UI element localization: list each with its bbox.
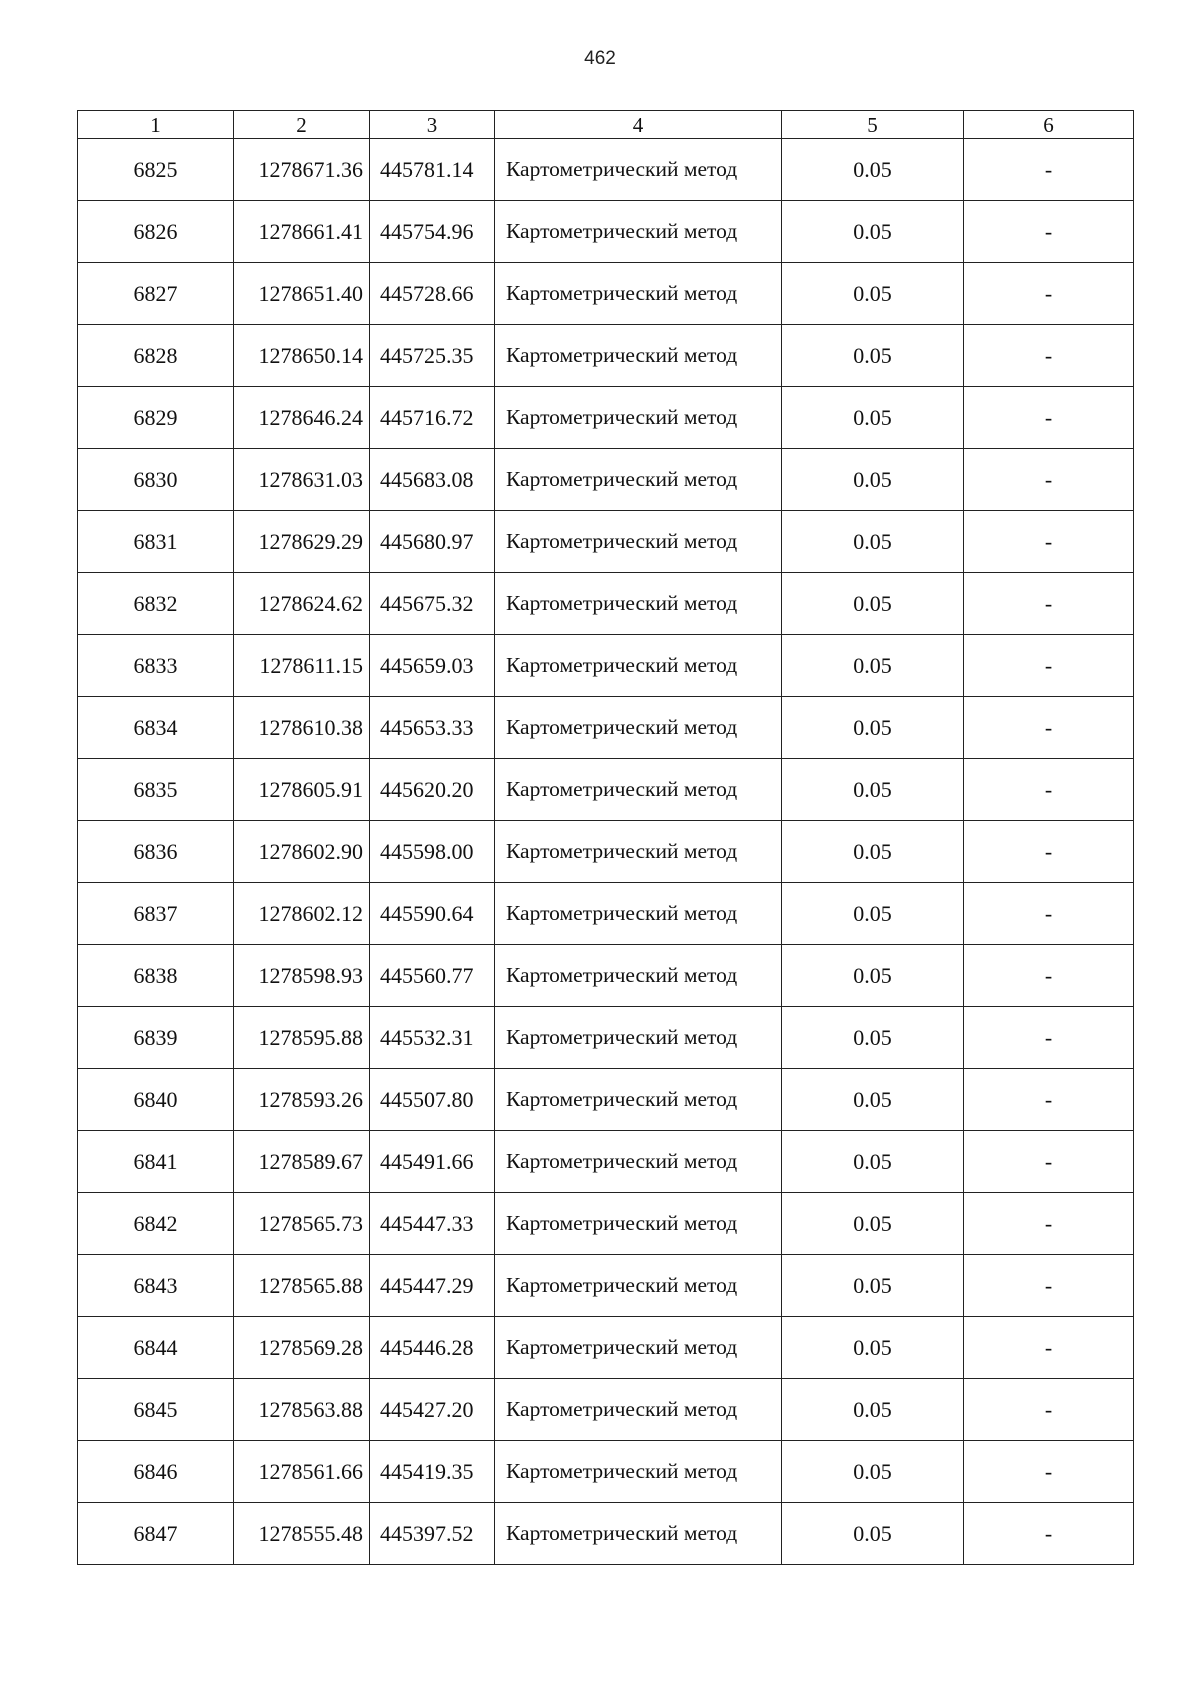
accuracy-cell: 0.05 (782, 697, 964, 759)
method-cell: Картометрический метод (495, 263, 782, 325)
accuracy-cell: 0.05 (782, 263, 964, 325)
table-row (78, 821, 1134, 883)
method-cell: Картометрический метод (495, 759, 782, 821)
y-coordinate-cell: 445532.31 (370, 1007, 495, 1069)
y-coordinate-cell: 445675.32 (370, 573, 495, 635)
note-cell: - (964, 387, 1134, 449)
y-coordinate-cell: 445427.20 (370, 1379, 495, 1441)
method-cell: Картометрический метод (495, 325, 782, 387)
accuracy-cell: 0.05 (782, 1441, 964, 1503)
point-number-cell: 6845 (78, 1379, 234, 1441)
x-coordinate-cell: 1278611.15 (234, 635, 370, 697)
x-coordinate-cell: 1278563.88 (234, 1379, 370, 1441)
column-header-6: 6 (964, 111, 1134, 139)
y-coordinate-cell: 445446.28 (370, 1317, 495, 1379)
y-coordinate-cell: 445754.96 (370, 201, 495, 263)
note-cell: - (964, 883, 1134, 945)
x-coordinate-cell: 1278595.88 (234, 1007, 370, 1069)
column-header-4: 4 (495, 111, 782, 139)
y-coordinate-cell: 445491.66 (370, 1131, 495, 1193)
page-number: 462 (584, 48, 616, 69)
note-cell: - (964, 201, 1134, 263)
point-number-cell: 6825 (78, 139, 234, 201)
table-row (78, 449, 1134, 511)
x-coordinate-cell: 1278651.40 (234, 263, 370, 325)
method-cell: Картометрический метод (495, 387, 782, 449)
x-coordinate-cell: 1278561.66 (234, 1441, 370, 1503)
x-coordinate-cell: 1278610.38 (234, 697, 370, 759)
y-coordinate-cell: 445507.80 (370, 1069, 495, 1131)
note-cell: - (964, 511, 1134, 573)
method-cell: Картометрический метод (495, 697, 782, 759)
table-row (78, 697, 1134, 759)
note-cell: - (964, 697, 1134, 759)
table-row (78, 573, 1134, 635)
method-cell: Картометрический метод (495, 573, 782, 635)
method-cell: Картометрический метод (495, 1007, 782, 1069)
method-cell: Картометрический метод (495, 1379, 782, 1441)
table-row (78, 759, 1134, 821)
table-row (78, 511, 1134, 573)
note-cell: - (964, 1441, 1134, 1503)
table-row (78, 1379, 1134, 1441)
method-cell: Картометрический метод (495, 1193, 782, 1255)
table-row (78, 883, 1134, 945)
header-row (78, 111, 1134, 139)
note-cell: - (964, 1503, 1134, 1565)
point-number-cell: 6839 (78, 1007, 234, 1069)
point-number-cell: 6842 (78, 1193, 234, 1255)
x-coordinate-cell: 1278589.67 (234, 1131, 370, 1193)
method-cell: Картометрический метод (495, 139, 782, 201)
point-number-cell: 6838 (78, 945, 234, 1007)
column-header-3: 3 (370, 111, 495, 139)
table-row (78, 201, 1134, 263)
accuracy-cell: 0.05 (782, 449, 964, 511)
note-cell: - (964, 1317, 1134, 1379)
table-row (78, 1255, 1134, 1317)
point-number-cell: 6830 (78, 449, 234, 511)
note-cell: - (964, 139, 1134, 201)
accuracy-cell: 0.05 (782, 511, 964, 573)
point-number-cell: 6846 (78, 1441, 234, 1503)
column-header-5: 5 (782, 111, 964, 139)
accuracy-cell: 0.05 (782, 1379, 964, 1441)
point-number-cell: 6827 (78, 263, 234, 325)
x-coordinate-cell: 1278569.28 (234, 1317, 370, 1379)
note-cell: - (964, 449, 1134, 511)
column-header-1: 1 (78, 111, 234, 139)
point-number-cell: 6834 (78, 697, 234, 759)
accuracy-cell: 0.05 (782, 821, 964, 883)
y-coordinate-cell: 445653.33 (370, 697, 495, 759)
x-coordinate-cell: 1278593.26 (234, 1069, 370, 1131)
y-coordinate-cell: 445447.29 (370, 1255, 495, 1317)
table-row (78, 325, 1134, 387)
x-coordinate-cell: 1278629.29 (234, 511, 370, 573)
table-row (78, 945, 1134, 1007)
y-coordinate-cell: 445680.97 (370, 511, 495, 573)
method-cell: Картометрический метод (495, 635, 782, 697)
accuracy-cell: 0.05 (782, 1131, 964, 1193)
table-row (78, 1503, 1134, 1565)
accuracy-cell: 0.05 (782, 325, 964, 387)
note-cell: - (964, 325, 1134, 387)
point-number-cell: 6843 (78, 1255, 234, 1317)
x-coordinate-cell: 1278602.12 (234, 883, 370, 945)
method-cell: Картометрический метод (495, 1255, 782, 1317)
accuracy-cell: 0.05 (782, 1069, 964, 1131)
y-coordinate-cell: 445419.35 (370, 1441, 495, 1503)
point-number-cell: 6841 (78, 1131, 234, 1193)
point-number-cell: 6837 (78, 883, 234, 945)
note-cell: - (964, 1379, 1134, 1441)
table-row (78, 1069, 1134, 1131)
point-number-cell: 6832 (78, 573, 234, 635)
x-coordinate-cell: 1278671.36 (234, 139, 370, 201)
table-row (78, 139, 1134, 201)
accuracy-cell: 0.05 (782, 945, 964, 1007)
table-row (78, 635, 1134, 697)
point-number-cell: 6840 (78, 1069, 234, 1131)
y-coordinate-cell: 445725.35 (370, 325, 495, 387)
method-cell: Картометрический метод (495, 883, 782, 945)
accuracy-cell: 0.05 (782, 635, 964, 697)
x-coordinate-cell: 1278646.24 (234, 387, 370, 449)
y-coordinate-cell: 445683.08 (370, 449, 495, 511)
point-number-cell: 6835 (78, 759, 234, 821)
method-cell: Картометрический метод (495, 1069, 782, 1131)
method-cell: Картометрический метод (495, 945, 782, 1007)
note-cell: - (964, 263, 1134, 325)
y-coordinate-cell: 445781.14 (370, 139, 495, 201)
note-cell: - (964, 573, 1134, 635)
method-cell: Картометрический метод (495, 511, 782, 573)
accuracy-cell: 0.05 (782, 1255, 964, 1317)
table-row (78, 1007, 1134, 1069)
x-coordinate-cell: 1278624.62 (234, 573, 370, 635)
point-number-cell: 6847 (78, 1503, 234, 1565)
point-number-cell: 6829 (78, 387, 234, 449)
accuracy-cell: 0.05 (782, 573, 964, 635)
note-cell: - (964, 945, 1134, 1007)
note-cell: - (964, 1131, 1134, 1193)
x-coordinate-cell: 1278565.88 (234, 1255, 370, 1317)
method-cell: Картометрический метод (495, 1503, 782, 1565)
accuracy-cell: 0.05 (782, 1317, 964, 1379)
accuracy-cell: 0.05 (782, 1503, 964, 1565)
y-coordinate-cell: 445590.64 (370, 883, 495, 945)
table-row (78, 387, 1134, 449)
table-row (78, 1193, 1134, 1255)
x-coordinate-cell: 1278661.41 (234, 201, 370, 263)
accuracy-cell: 0.05 (782, 139, 964, 201)
accuracy-cell: 0.05 (782, 201, 964, 263)
method-cell: Картометрический метод (495, 1441, 782, 1503)
table-header (78, 111, 1134, 139)
table-row (78, 1131, 1134, 1193)
column-header-2: 2 (234, 111, 370, 139)
method-cell: Картометрический метод (495, 821, 782, 883)
table-row (78, 1317, 1134, 1379)
note-cell: - (964, 635, 1134, 697)
x-coordinate-cell: 1278602.90 (234, 821, 370, 883)
accuracy-cell: 0.05 (782, 387, 964, 449)
point-number-cell: 6826 (78, 201, 234, 263)
point-number-cell: 6828 (78, 325, 234, 387)
table-row (78, 263, 1134, 325)
note-cell: - (964, 1193, 1134, 1255)
accuracy-cell: 0.05 (782, 1007, 964, 1069)
table-body (78, 139, 1134, 1565)
y-coordinate-cell: 445716.72 (370, 387, 495, 449)
accuracy-cell: 0.05 (782, 759, 964, 821)
note-cell: - (964, 759, 1134, 821)
y-coordinate-cell: 445560.77 (370, 945, 495, 1007)
x-coordinate-cell: 1278565.73 (234, 1193, 370, 1255)
x-coordinate-cell: 1278598.93 (234, 945, 370, 1007)
note-cell: - (964, 821, 1134, 883)
x-coordinate-cell: 1278555.48 (234, 1503, 370, 1565)
x-coordinate-cell: 1278605.91 (234, 759, 370, 821)
point-number-cell: 6844 (78, 1317, 234, 1379)
point-number-cell: 6833 (78, 635, 234, 697)
point-number-cell: 6836 (78, 821, 234, 883)
y-coordinate-cell: 445397.52 (370, 1503, 495, 1565)
y-coordinate-cell: 445659.03 (370, 635, 495, 697)
accuracy-cell: 0.05 (782, 883, 964, 945)
method-cell: Картометрический метод (495, 449, 782, 511)
method-cell: Картометрический метод (495, 1317, 782, 1379)
note-cell: - (964, 1069, 1134, 1131)
note-cell: - (964, 1007, 1134, 1069)
x-coordinate-cell: 1278650.14 (234, 325, 370, 387)
y-coordinate-cell: 445447.33 (370, 1193, 495, 1255)
coordinates-table (77, 110, 1134, 1565)
note-cell: - (964, 1255, 1134, 1317)
y-coordinate-cell: 445598.00 (370, 821, 495, 883)
table-row (78, 1441, 1134, 1503)
method-cell: Картометрический метод (495, 201, 782, 263)
point-number-cell: 6831 (78, 511, 234, 573)
y-coordinate-cell: 445728.66 (370, 263, 495, 325)
accuracy-cell: 0.05 (782, 1193, 964, 1255)
x-coordinate-cell: 1278631.03 (234, 449, 370, 511)
method-cell: Картометрический метод (495, 1131, 782, 1193)
y-coordinate-cell: 445620.20 (370, 759, 495, 821)
